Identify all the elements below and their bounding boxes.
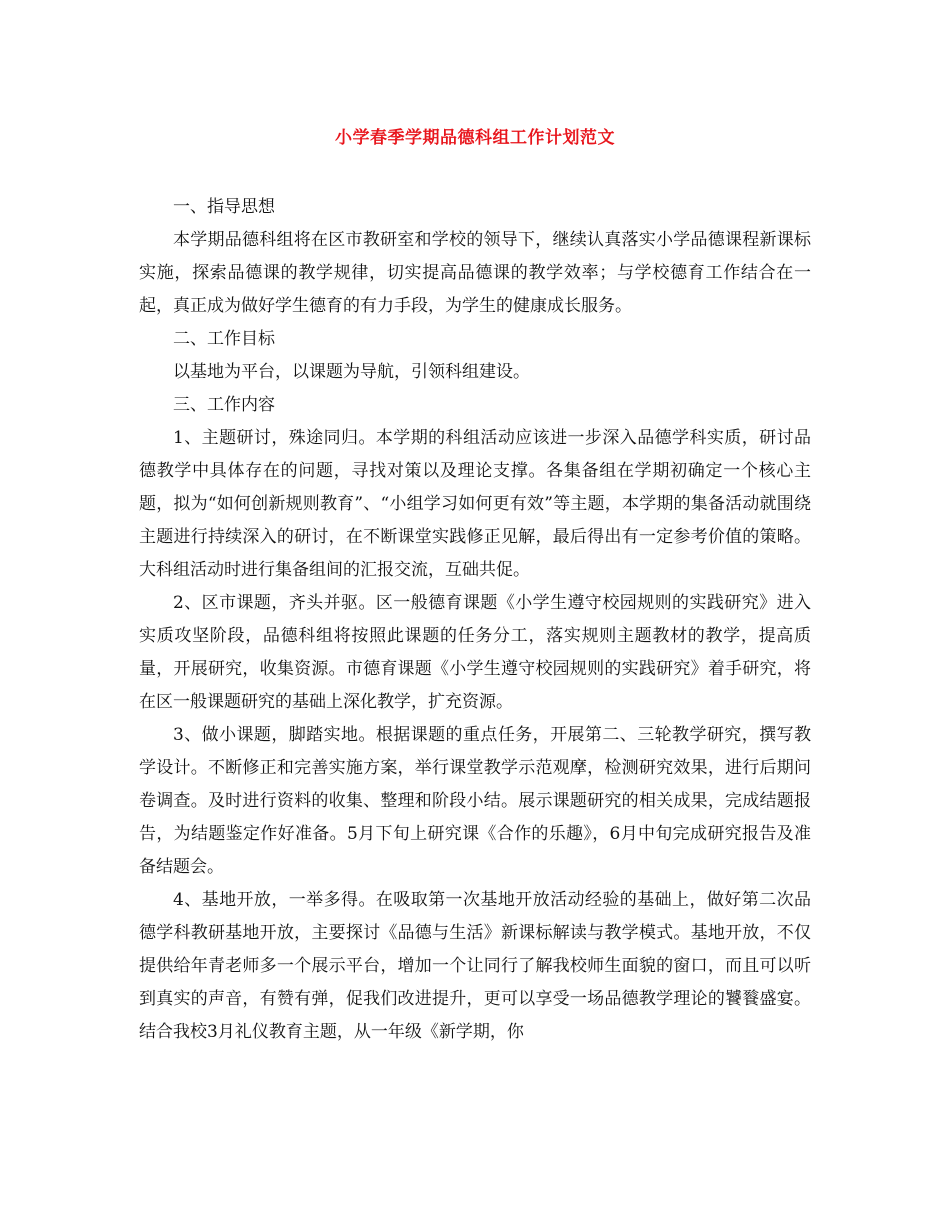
heading-work-content: 三、工作内容 [173,395,275,415]
paragraph-item-3: 3、做小课题，脚踏实地。根据课题的重点任务，开展第二、三轮教学研究，撰写教学设计。不断修正和完善实施方案，举行课堂教学示范观摩，检测研究效果，进行后期问卷调查。及时进行资料的收集、整理和阶段小结。展示课题研究的相关成果，完成结题报告，为结题鉴定作好准备。5月下旬上研究课《合作的乐趣》，6月中旬完成研究报告及准备结题会。 [139,725,811,877]
heading-work-goal: 二、工作目标 [173,329,275,349]
paragraph-work-goal: 以基地为平台，以课题为导航，引领科组建设。 [173,362,530,382]
paragraph-item-2: 2、区市课题，齐头并驱。区一般德育课题《小学生遵守校园规则的实践研究》进入实质攻坚阶段，品德科组将按照此课题的任务分工，落实规则主题教材的教学，提高质量，开展研究，收集资源。市德育课题《小学生遵守校园规则的实践研究》着手研究，将在区一般课题研究的基础上深化教学，扩充资源。 [139,593,811,712]
document-body [139,191,811,1049]
paragraph-item-1: 1、主题研讨，殊途同归。本学期的科组活动应该进一步深入品德学科实质，研讨品德教学中具体存在的问题，寻找对策以及理论支撑。各集备组在学期初确定一个核心主题，拟为“如何创新规则教育”、“小组学习如何更有效”等主题，本学期的集备活动就围绕主题进行持续深入的研讨，在不断课堂实践修正见解，最后得出有一定参考价值的策略。大科组活动时进行集备组间的汇报交流，互础共促。 [139,428,811,580]
paragraph-item-4: 4、基地开放，一举多得。在吸取第一次基地开放活动经验的基础上，做好第二次品德学科教研基地开放，主要探讨《品德与生活》新课标解读与教学模式。基地开放，不仅提供给年青老师多一个展示平台，增加一个让同行了解我校师生面貌的窗口，而且可以听到真实的声音，有赞有弹，促我们改进提升，更可以享受一场品德教学理论的饕餮盛宴。结合我校3月礼仪教育主题，从一年级《新学期，你 [139,890,811,1042]
heading-guiding-thought: 一、指导思想 [173,197,275,217]
paragraph-guiding-thought: 本学期品德科组将在区市教研室和学校的领导下，继续认真落实小学品德课程新课标实施，探索品德课的教学规律，切实提高品德课的教学效率；与学校德育工作结合在一起，真正成为做好学生德育的有力手段，为学生的健康成长服务。 [139,230,811,316]
document-title: 小学春季学期品德科组工作计划范文 [335,128,615,148]
